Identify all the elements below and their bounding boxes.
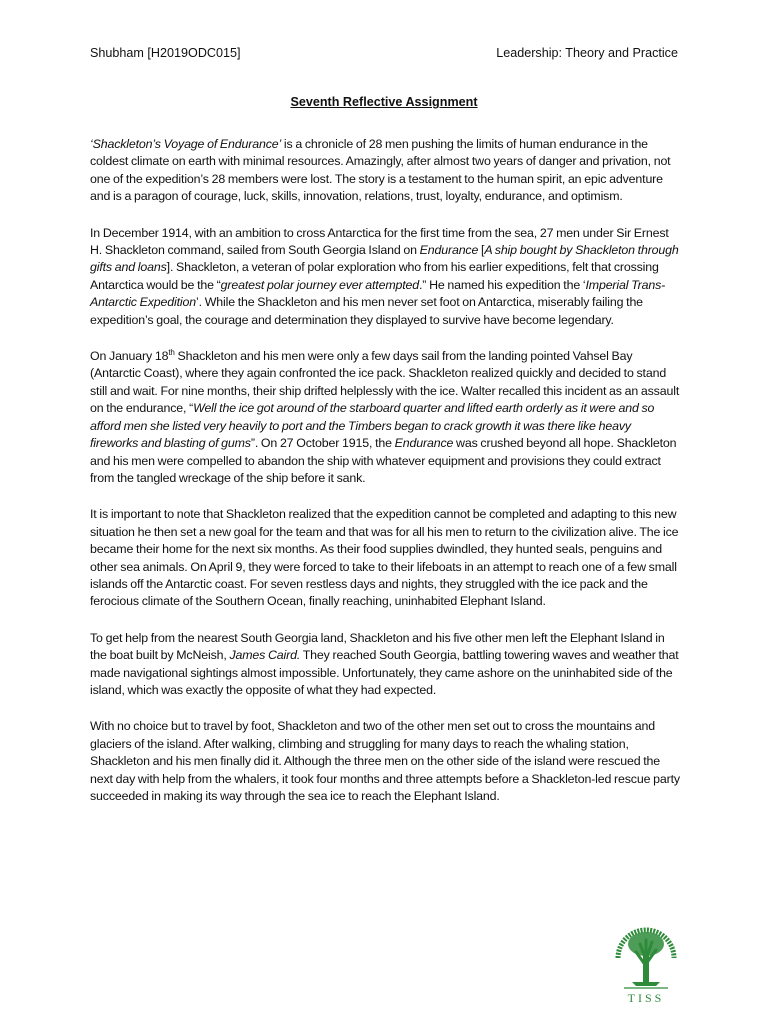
text-run: Shackleton and his men were only a few days sail from the landing pointed Vahsel Bay (Antarctic Coast), where they again confronted the ice pack. Shackleton realized quickly and decided to stand still and wait. For nine months, their ship drifted helplessly with the ice. Walter recalled this incident as an assault on the endurance, “ xyxy=(90,349,680,416)
paragraph-intro xyxy=(90,136,680,206)
text-run: ”. On 27 October 1915, the xyxy=(250,436,395,451)
text-run: In December 1914, with an ambition to cross Antarctica for the first time from the sea, 27 men under Sir Ernest H. Shackleton command, sailed from South Georgia Island on xyxy=(90,225,669,258)
text-run: was crushed beyond all hope. Shackleton and his men were compelled to abandon the ship with whatever equipment and provisions they could extract from the tangled wreckage of the ship before it sank. xyxy=(90,436,677,485)
text-run: ’. While the Shackleton and his men never set foot on Antarctica, miserably failing the expedition’s goal, the courage and determination they displayed to survive have become legendary. xyxy=(90,295,643,327)
italic-text: James Caird. xyxy=(229,648,301,663)
text-run: On January 18 xyxy=(90,349,169,364)
text-run: ]. Shackleton, a veteran of polar exploration who from his earlier expeditions, felt that crossing Antarctica would be the “ xyxy=(90,260,659,292)
text-run: To get help from the nearest South Georgia land, Shackleton and his five other men left the Elephant Island in the boat built by McNeish, xyxy=(90,630,665,663)
italic-text: Imperial Trans-Antarctic Expedition xyxy=(90,277,666,310)
italic-text: Endurance xyxy=(419,243,479,258)
text-run: .” He named his expedition the ‘ xyxy=(419,277,586,292)
text-run: With no choice but to travel by foot, Shackleton and two of the other men set out to cross the mountains and glaciers of the island. After walking, climbing and struggling for many days to reach the whaling station, Shackleton and his men finally did it. Although the three men on the other side of the island were rescued the next day with help from the whalers, it took four months and three attempts before a Shackleton-led rescue party succeeded in making its way through the sea ice to reach the Elephant Island. xyxy=(90,719,680,803)
tiss-logo xyxy=(610,918,682,1006)
text-run: [ xyxy=(478,243,485,258)
italic-text: greatest polar journey ever attempted xyxy=(220,277,420,292)
text-run: It is important to note that Shackleton realized that the expedition cannot be completed and adapting to this new situation he then set a new goal for the team and that was for all his men to return to the civilization alive. The ice became their home for the next six months. As their food supplies dwindled, they hunted seals, penguins and other sea animals. On April 9, they were forced to take to their lifeboats in an attempt to reach one of a few small islands off the Antarctic coast. For seven restless days and nights, they struggled with the ice pack and the ferocious climate of the Southern Ocean, finally reaching, uninhabited Elephant Island. xyxy=(90,507,679,609)
text-run: is a chronicle of 28 men pushing the limits of human endurance in the coldest climate on earth with minimal resources. Amazingly, after almost two years of danger and privation, not one of the expedition’s 28 members were lost. The story is a testament to the human spirit, an epic adventure and is a paragon of courage, luck, skills, innovation, relations, trust, loyalty, endurance, and optimism. xyxy=(90,137,671,204)
logo-emblem xyxy=(618,930,674,988)
italic-text: Well the ice got around of the starboard quarter and lifted earth orderly as it were and so afford men she listed very heavily to port and the Timbers began to crack growth it was there like heavy fireworks and blasting of gums xyxy=(90,401,655,451)
superscript: th xyxy=(168,347,175,357)
paragraph-expedition xyxy=(90,225,680,329)
course-name: Leadership: Theory and Practice xyxy=(496,46,678,60)
italic-text: Endurance xyxy=(394,436,454,451)
italic-text: ‘Shackleton’s Voyage of Endurance’ xyxy=(90,137,282,151)
document-body xyxy=(90,136,680,824)
italic-text: A ship bought by Shackleton through gifts and loans xyxy=(90,243,679,275)
author-id: Shubham [H2019ODC015] xyxy=(90,46,241,60)
paragraph-new-goal xyxy=(90,506,680,610)
paragraph-south-georgia xyxy=(90,630,680,700)
page-header xyxy=(90,46,678,64)
paragraph-rescue xyxy=(90,718,680,805)
text-run: They reached South Georgia, battling towering waves and weather that made navigational sightings almost impossible. Unfortunately, they came ashore on the uninhabited side of the island, which was exactly the opposite of what they had expected. xyxy=(90,648,679,697)
assignment-title: Seventh Reflective Assignment xyxy=(290,95,478,109)
logo-text: TISS xyxy=(627,991,665,1005)
paragraph-ice-pack xyxy=(90,348,680,487)
